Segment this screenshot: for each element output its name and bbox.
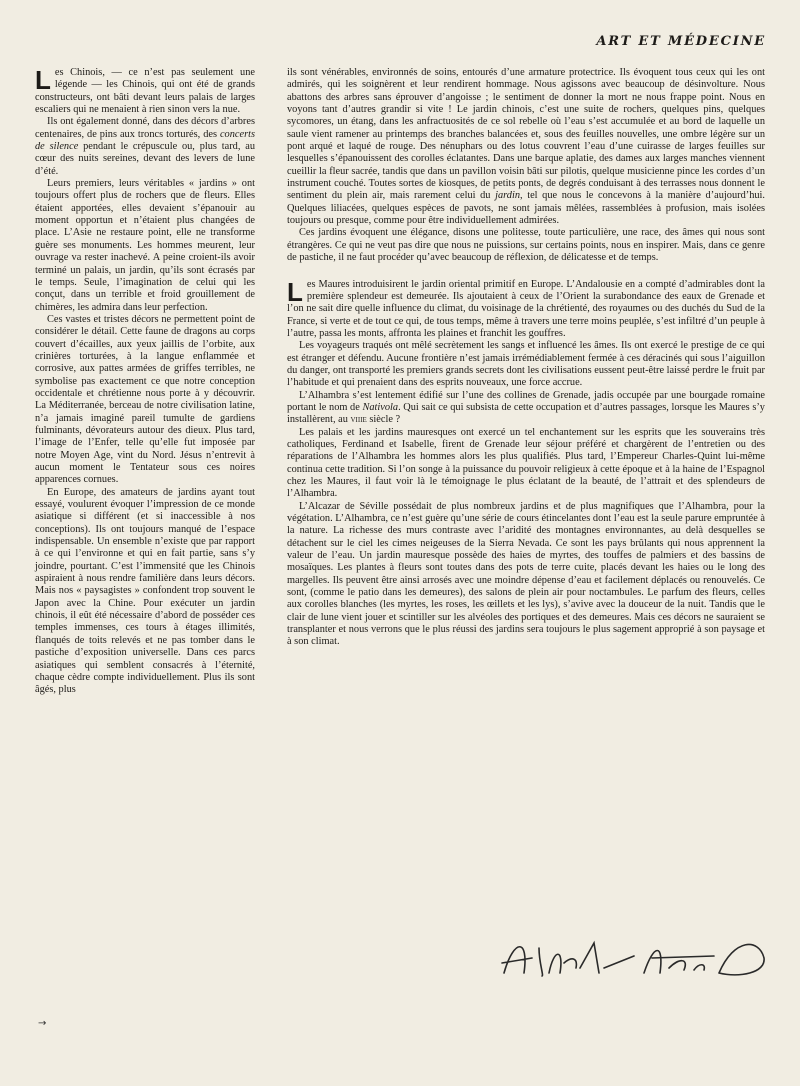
paragraph: L’Alcazar de Séville possédait de plus nombreux jardins et de plus magnifiques que l’Alhambra, pour la végétation. L’Alhambra, ce n’est guère qu’une série de cours étincelantes dont l’eau est la seule parure empruntée à la nature. La richesse des murs contraste avec l’aridité des montagnes environnantes, au delà desquelles se détachent sur le ciel les cimes neigeuses de la Sierra Nevada. Ce sont les pays brûlants qui nous apprennent la valeur de l’eau. Un jardin mauresque possède des haies de myrtes, des touffes de palmiers et des bassins de mosaïques. Les plantes à fleurs sont toutes dans des pots de terre cuite, placés devant les haies ou le long des margelles. Ils peuvent être ainsi arrosés avec une moindre dépense d’eau et facilement déplacés ou renouvelés. Ce sont, (comme le patio dans les demeures), des salons de plein air pour noctambules. Le parfum des fleurs, celles aux corolles blanches (les myrtes, les roses, les œillets et les lys), s’avive avec la douceur de la nuit. Tandis que le clair de lune vient jouer et scintiller sur les alvéoles des portiques et des demeures. Mais ces décors ne sauraient se transplanter et nous verrons que le plus réussi des jardins sera toujours le plus sagement approprié à son paysage et à son climat. bbox=[287, 500, 765, 648]
paragraph: Les Maures introduisirent le jardin oriental primitif en Europe. L’Andalousie en a compté d’admirables dont la première splendeur est demeurée. Ils ajoutaient à ceux de l’Orient la surabondance des eaux de Grenade et l’on ne sait dire quelle influence du climat, du voisinage de la chrétienté, des royaumes ou des duchés du Sud de la France, si verte et de tout ce qui, de tous temps, même à travers une terre moins peuplée, s’est infiltré d’un peuple à l’autre, passa les monts, affronta les plaines et franchit les gouffres. bbox=[287, 276, 765, 339]
left-column bbox=[35, 67, 255, 697]
dropcap: L bbox=[35, 65, 51, 95]
paragraph: En Europe, des amateurs de jardins ayant tout essayé, voulurent évoquer l’impression de ce monde asiatique si différent (et si inaccessible à nos conceptions). Ils ont toujours manqué de l’espace indispensable. Un ensemble n’existe que par rapport à ce qui l’environne et qui en fait partie, sans s’y joindre, pourtant. C’est l’immensité que les Chinois aspiraient à nous rendre familière dans leurs décors. Mais nos « paysagistes » confondent trop souvent le Japon avec la Chine. Pour exécuter un jardin chinois, il eût été nécessaire d’abord de posséder ces temples immenses, ces tours à étages illimités, flanqués de toits relevés et ne pas tomber dans le pastiche d’exposition universelle. Dans ces parcs asiatiques qui semblent consacrés à l’éternité, chaque cèdre compte individuellement. Plus ils sont âgés, plus bbox=[35, 486, 255, 696]
footer-mark: → bbox=[38, 1018, 47, 1029]
paragraph: Leurs premiers, leurs véritables « jardins » ont toujours offert plus de rochers que de fleurs. Elles étaient apportées, elles devaient s’épanouir au moment opportun et n’étaient plus changées de place. L’Asie ne restaure point, elle ne transforme guère ses monuments. Les hommes meurent, leur ouvrage va rester inachevé. A peine croient-ils avoir terminé un palais, un jardin, qu’ils sont écrasés par le temps. Seule, l’imagination de celui qui les conçut, dans un terrible et froid grouillement de chimères, les admira dans leur perfection. bbox=[35, 178, 255, 313]
paragraph: ils sont vénérables, environnés de soins, entourés d’une armature protectrice. Ils évoquent tous ceux qui les ont admirés, qui les soignèrent et leur rendirent hommage. Nous agissons avec beaucoup de désinvolture. Nous abattons des arbres sans éprouver d’angoisse ; le sentiment de donner la mort ne nous frappe point. Nous en voyons tant d’autres grandir si vite ! Le jardin chinois, c’est une suite de rochers, quelques pins, quelques sycomores, un étang, dans les anfractuosités de ce sol rebelle où l’eau s’est accumulée et au bord de laquelle un saule vient ramener au printemps des branches balancées et, sous des feuilles nouvelles, une ombre légère sur un pont arqué et laqué de rouge. Des nénuphars ou des lotus couvrent l’eau d’une cuirasse de larges feuilles sur lesquelles s’épanouissent des corolles éclatantes. Dans une barque aplatie, des dames aux larges manches viennent cueillir la fleur sacrée, tandis que dans un pavillon voisin bâti sur pilotis, quelque musicienne pince les cordes d’un instrument couché. Toutes sortes de kiosques, de petits ponts, de degrés conduisant à des terrasses nous donnent le sentiment du plein air, mais rarement celui du jardin, tel que nous le concevons à la manière d’aujourd’hui. Quelques liliacées, quelques espèces de pavots, ne sont jamais mêlées, rassemblées à profusion, mais isolées toujours ou presque, comme pour être individuellement admirées. bbox=[287, 67, 766, 227]
dropcap: L bbox=[287, 276, 303, 307]
paragraph: Les voyageurs traqués ont mêlé secrètement les sangs et influencé les âmes. Ils ont exercé le prestige de ce qui est étranger et défendu. Aucune frontière n’est jamais irrémédiablement fermée à ces déracinés qui sous l’aiguillon du danger, ont transporté les premiers grands secrets dont les civilisations eussent peut-être laissé perdre le fruit par l’habitude et qui prenaient dans des esprits nouveaux, une force accrue. bbox=[287, 340, 765, 389]
paragraph: Ces jardins évoquent une élégance, disons une politesse, toute particulière, une race, des âmes qui nous sont étrangères. Ce qui ne veut pas dire que nous ne puissions, sur certains points, nous en inspirer. Mais, dans ce genre de pastiche, il ne faut procéder qu’avec beaucoup de réflexion, de délicatesse et de temps. bbox=[287, 227, 765, 264]
signature bbox=[484, 928, 774, 988]
paragraph: Ces vastes et tristes décors ne permettent point de considérer le détail. Cette faune de dragons au corps couvert d’écailles, aux yeux jaillis de l’orbite, aux crinières torturées, à la langue enflammée et corrosive, aux pattes armées de griffes terribles, ne symbolise pas exactement ce que notre conception occidentale et chrétienne nous porte à y découvrir. La Méditerranée, berceau de notre civilisation latine, n’a jamais imaginé pareil tumulte de gardiens fulminants, dévorateurs autour des dieux. Plus tard, l’image de l’Enfer, telle qu’elle fut imposée par notre Moyen Age, vint du Nord. Jésus n’entrevit à aucun moment le Tentateur sous ces noires apparences cornues. bbox=[35, 313, 255, 486]
paragraph: Ils ont également donné, dans des décors d’arbres centenaires, de pins aux troncs torturés, des concerts de silence pendant le crépuscule ou, plus tard, au cœur des nuits sereines, devant des levers de lune d’été. bbox=[35, 116, 255, 177]
paragraph: Les palais et les jardins mauresques ont exercé un tel enchantement sur les esprits que les souverains très catholiques, Ferdinand et Isabelle, firent de Grenade leur séjour préféré et chargèrent de l’entretien ou des réparations de l’Alhambra les hommes alors les plus qualifiés. Plus tard, l’Empereur Charles-Quint lui-même continua cette tradition. Si l’on songe à la puissance du pouvoir religieux à cette époque et à la haine de l’Espagnol chez les Maures, il faut voir là le témoignage le plus éclatant de la beauté, de l’attrait et des splendeurs de l’Alhambra. bbox=[287, 426, 765, 500]
running-header: ART ET MÉDECINE bbox=[596, 34, 766, 49]
paragraph: L’Alhambra s’est lentement édifié sur l’une des collines de Grenade, jadis occupée par une bourgade romaine portant le nom de Nativola. Qui sait ce qui subsista de cette occupation et d’autres passages, lorsque les Maures s’y installèrent, au viiie siècle ? bbox=[287, 389, 765, 426]
paragraph: Les Chinois, — ce n’est pas seulement une légende — les Chinois, qui ont été de grands constructeurs, ont bâti devant leurs palais de larges escaliers qui ne menaient à rien sinon vers la nue. bbox=[35, 65, 255, 116]
right-column bbox=[287, 67, 765, 649]
